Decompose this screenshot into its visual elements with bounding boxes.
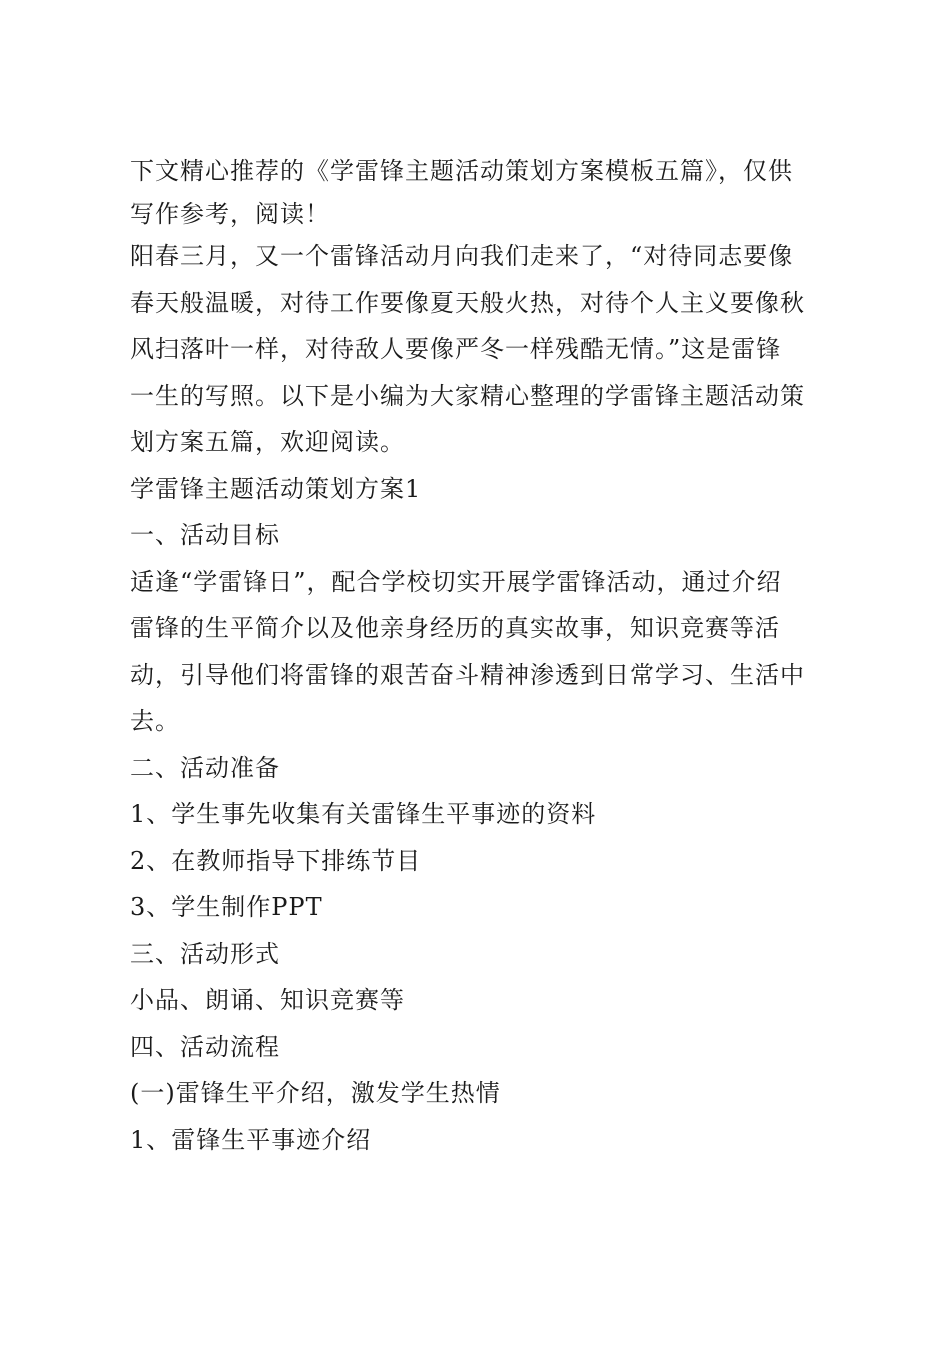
intro-line-2: 写作参考，阅读！ xyxy=(130,199,330,228)
section-title: 学雷锋主题活动策划方案1 xyxy=(130,474,422,503)
paragraph-line-1: 阳春三月，又一个雷锋活动月向我们走来了，“对待同志要像 xyxy=(130,242,794,270)
list-item: 1、雷锋生平事迹介绍 xyxy=(130,1125,372,1154)
list-item: 1、学生事先收集有关雷锋生平事迹的资料 xyxy=(130,800,597,828)
intro-line-1: 下文精心推荐的《学雷锋主题活动策划方案模板五篇》，仅供 xyxy=(130,157,793,185)
format-line: 小品、朗诵、知识竞赛等 xyxy=(130,986,405,1014)
paragraph-line-5: 划方案五篇，欢迎阅读。 xyxy=(130,428,405,456)
heading-format: 三、活动形式 xyxy=(130,939,280,968)
paragraph-line-4: 一生的写照。以下是小编为大家精心整理的学雷锋主题活动策 xyxy=(130,381,805,410)
paragraph-line-3: 风扫落叶一样，对待敌人要像严冬一样残酷无情。”这是雷锋 xyxy=(130,335,782,363)
goal-line-3: 动，引导他们将雷锋的艰苦奋斗精神渗透到日常学习、生活中 xyxy=(130,660,805,689)
list-item: 2、在教师指导下排练节目 xyxy=(130,846,422,875)
goal-line-2: 雷锋的生平简介以及他亲身经历的真实故事，知识竞赛等活 xyxy=(130,614,780,642)
document-body xyxy=(130,148,830,1163)
goal-line-4: 去。 xyxy=(130,707,180,735)
heading-goal: 一、活动目标 xyxy=(130,521,280,549)
list-item: 3、学生制作PPT xyxy=(130,893,323,921)
heading-preparation: 二、活动准备 xyxy=(130,753,280,782)
subheading-process: (一)雷锋生平介绍，激发学生热情 xyxy=(130,1079,501,1107)
goal-line-1: 适逢“学雷锋日”，配合学校切实开展学雷锋活动，通过介绍 xyxy=(130,567,782,596)
heading-process: 四、活动流程 xyxy=(130,1032,280,1061)
paragraph-line-2: 春天般温暖，对待工作要像夏天般火热，对待个人主义要像秋 xyxy=(130,288,805,317)
